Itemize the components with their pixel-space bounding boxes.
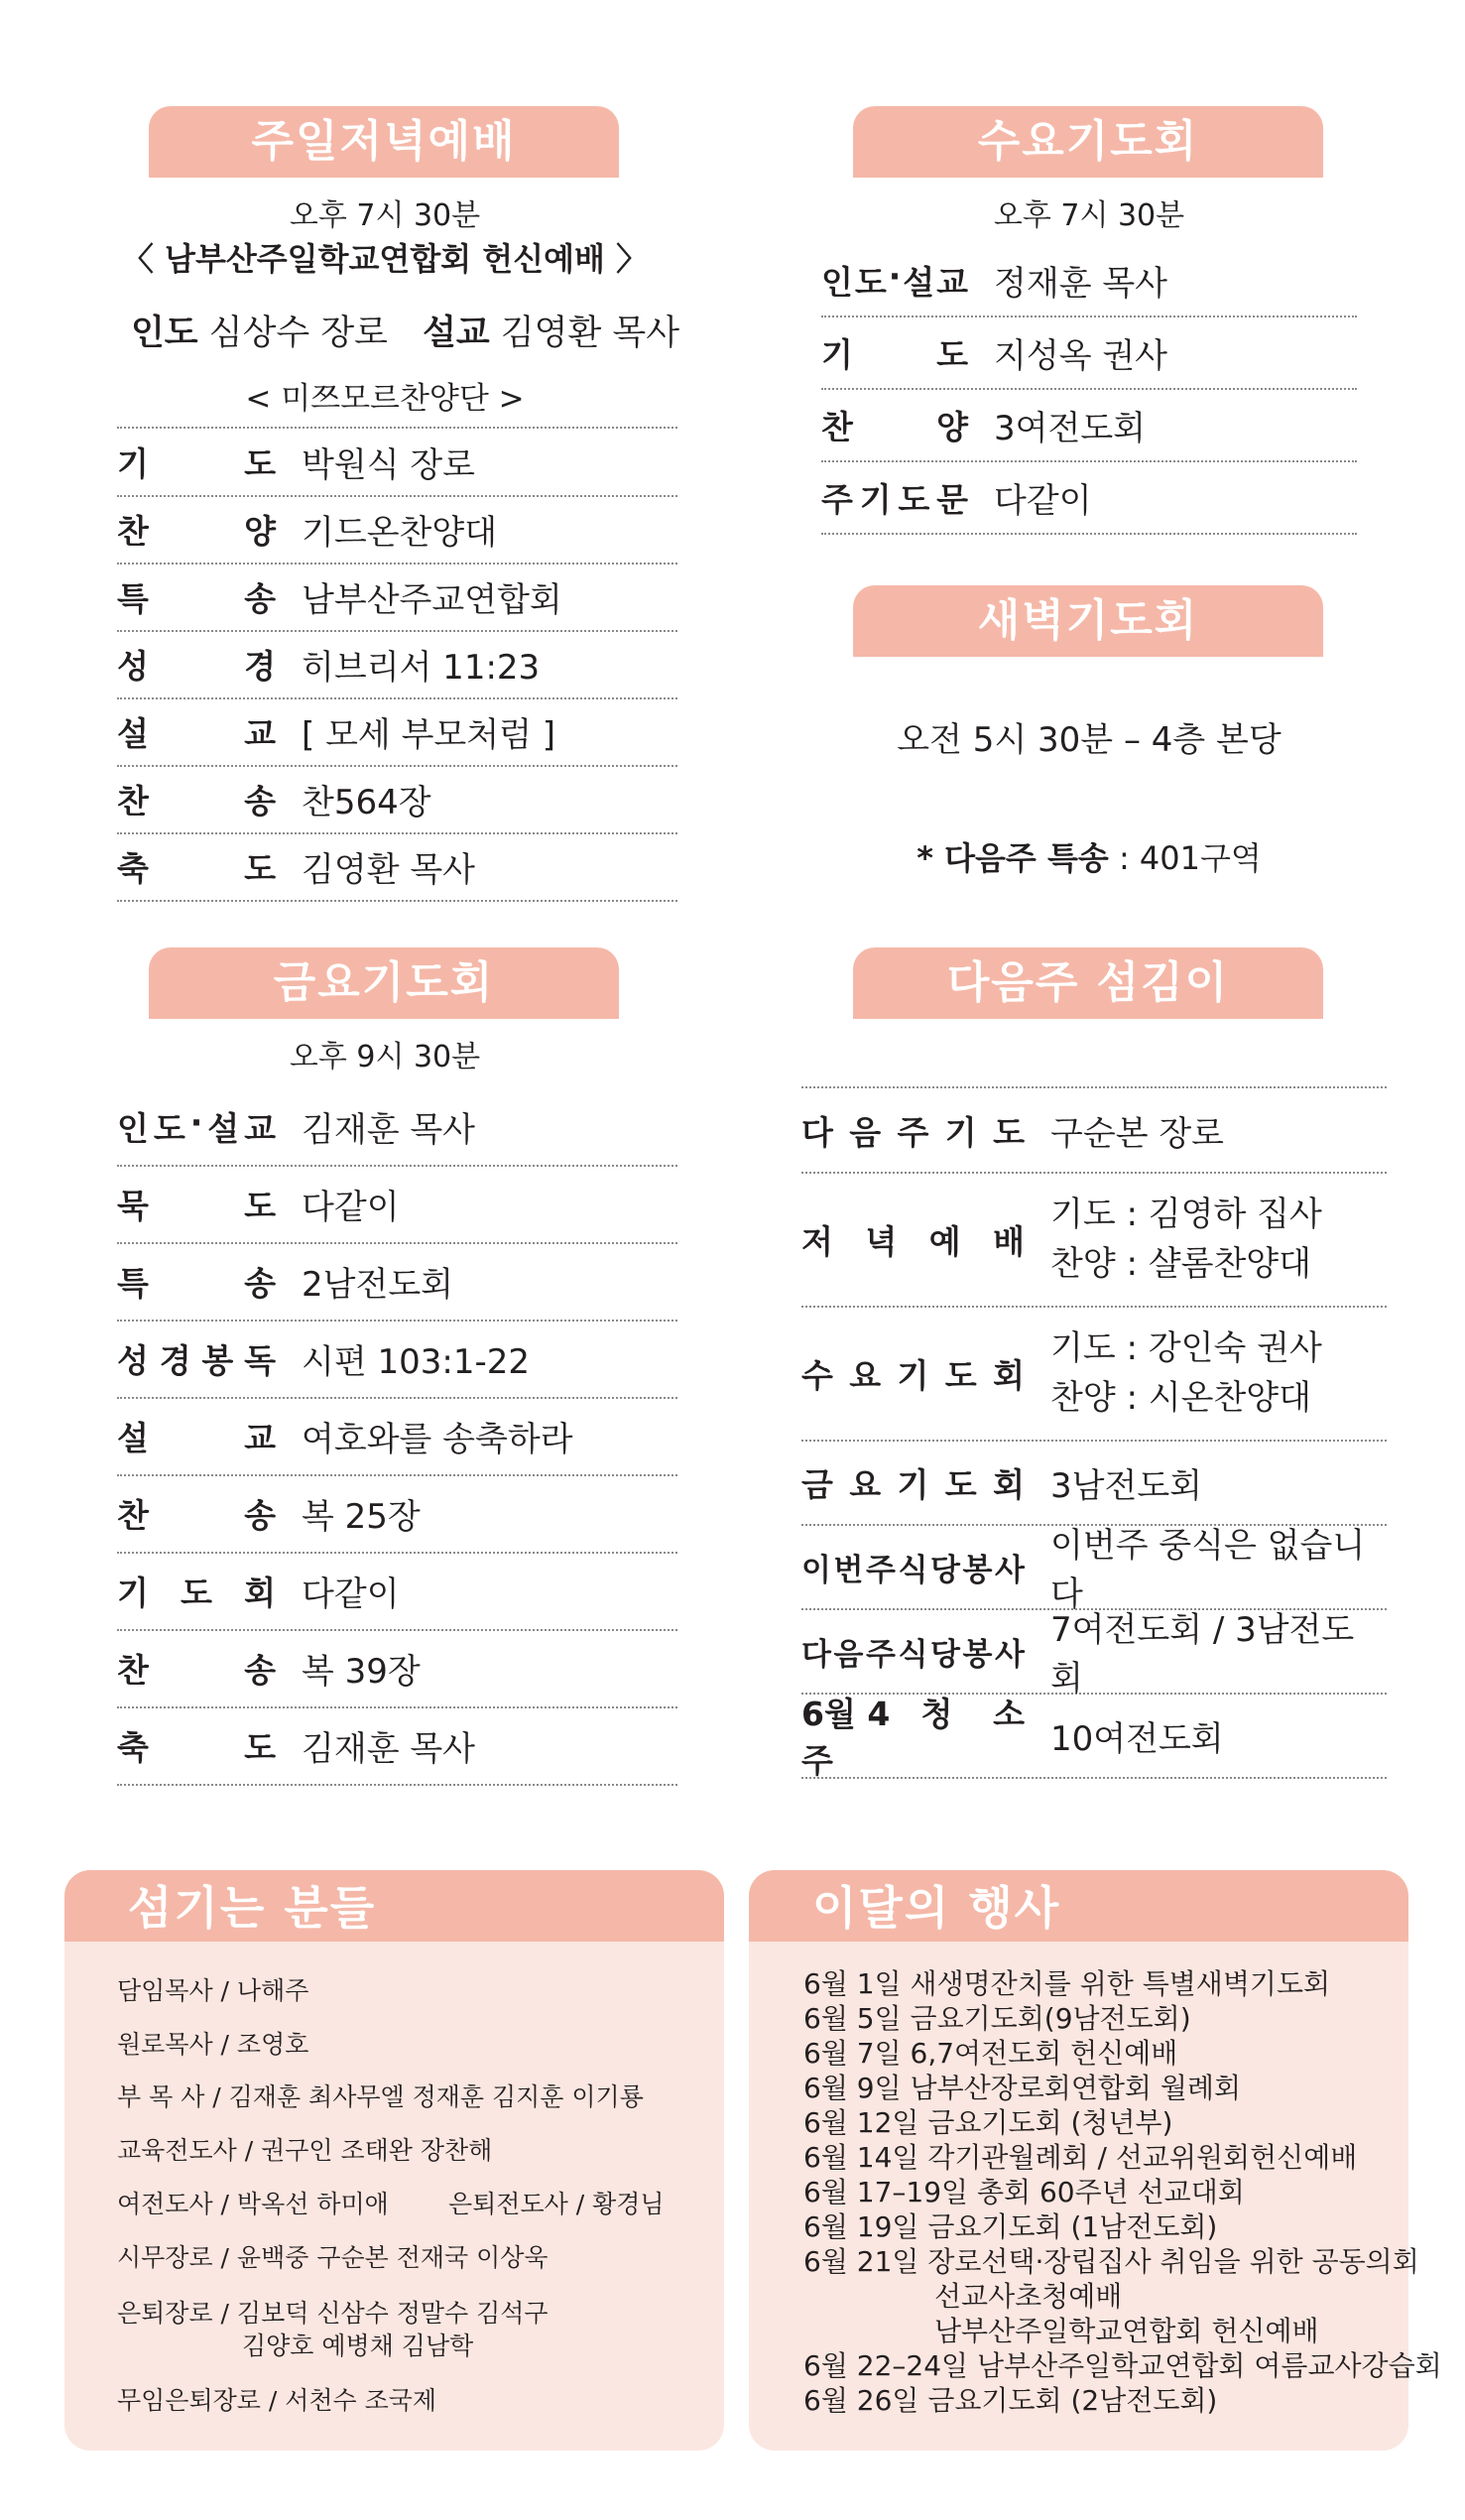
row-label: [801, 1216, 1025, 1263]
list-row: [117, 1088, 677, 1167]
list-row: [801, 1441, 1387, 1526]
row-label-char: 도: [944, 1464, 977, 1504]
row-label: [801, 1107, 1025, 1154]
row-label-char: 봉: [962, 1552, 993, 1588]
row-value-line: 복 39장: [302, 1652, 421, 1692]
row-value: [1025, 1106, 1224, 1155]
row-label-char: 사: [995, 1552, 1025, 1588]
row-value: [968, 256, 1167, 305]
list-row: [117, 1243, 677, 1322]
row-label-char: 찬: [117, 782, 149, 820]
dawn-next-label: * 다음주 특송: [916, 839, 1109, 877]
row-value-line: 다같이: [994, 480, 1092, 521]
row-label-char: 설: [207, 1109, 240, 1148]
row-label: [801, 1629, 1025, 1674]
event-item: 6월 1일 새생명잔치를 위한 특별새벽기도회: [803, 1967, 1331, 2000]
row-label-char: 송: [244, 1496, 276, 1535]
friday-header: 금요기도회: [149, 947, 619, 1019]
row-label-char: 송: [244, 579, 276, 618]
row-value: [276, 438, 475, 486]
staff-line: 무임은퇴장로 / 서천수 조국제: [117, 2386, 437, 2415]
row-label-char: 기: [821, 334, 853, 374]
row-label-char: 설: [117, 1419, 149, 1457]
row-label-char: 교: [244, 1109, 276, 1148]
row-label-char: 문: [936, 479, 968, 519]
row-value-line: 찬양 : 샬롬찬양대: [1050, 1244, 1311, 1284]
next-week-header: 다음주 섬김이: [853, 947, 1323, 1019]
row-label-char: 설: [903, 262, 935, 302]
staff-line: 교육전도사 / 권구인 조태완 장찬해: [117, 2136, 493, 2165]
row-label-char: 기: [897, 1464, 929, 1504]
row-label-char: 도: [898, 479, 930, 519]
row-label-char: 저: [801, 1221, 833, 1261]
row-label-char: ·: [189, 1103, 203, 1142]
row-label-char: 찬: [821, 407, 853, 446]
row-value: [1025, 1711, 1224, 1760]
row-label-char: 다: [801, 1112, 833, 1152]
row-label-char: 도: [854, 262, 887, 302]
row-label-char: 도: [153, 1109, 185, 1148]
sunday-evening-subtitle: 〈 남부산주일학교연합회 헌신예배 〉: [121, 240, 649, 278]
row-label-char: 특: [117, 1264, 149, 1303]
row-label: [117, 843, 276, 890]
list-row: [801, 1173, 1387, 1308]
row-value-line: 10여전도회: [1050, 1718, 1224, 1759]
staff-line: 담임목사 / 나해주: [117, 1976, 309, 2005]
list-row: [821, 244, 1357, 317]
row-value: [276, 572, 562, 621]
row-value: [968, 401, 1146, 449]
row-label-char: 주: [897, 1112, 929, 1152]
row-label-char: 당: [930, 1636, 960, 1673]
row-label: [117, 1413, 276, 1459]
row-label-char: 번: [833, 1552, 864, 1588]
staff-line: 은퇴장로 / 김보덕 신삼수 정말수 김석구: [117, 2299, 549, 2328]
event-item: 6월 5일 금요기도회(9남전도회): [803, 2002, 1191, 2035]
event-item: 남부산주일학교연합회 헌신예배: [934, 2315, 1319, 2347]
row-value: [968, 473, 1092, 522]
sunday-evening-leaders: [131, 306, 679, 355]
row-label: [117, 1103, 276, 1150]
row-value: [276, 1180, 400, 1228]
row-label-char: 봉: [201, 1341, 234, 1380]
row-label: [117, 1568, 276, 1614]
row-value-line: 다같이: [302, 1575, 400, 1614]
event-item: 6월 17–19일 총회 60주년 선교대회: [803, 2176, 1245, 2208]
row-label-char: 사: [995, 1636, 1025, 1673]
events-title: 이달의 행사: [749, 1870, 1408, 1942]
row-label: [117, 641, 276, 688]
row-value-line: 김재훈 목사: [302, 1729, 476, 1769]
row-label-char: 도: [244, 1728, 276, 1767]
row-label-char: 봉: [962, 1636, 993, 1673]
row-value-line: 김재훈 목사: [302, 1110, 476, 1150]
row-label-char: 송: [244, 782, 276, 820]
row-value: [276, 775, 431, 823]
row-label-char: 식: [898, 1552, 928, 1588]
row-value-line: 김영환 목사: [302, 850, 476, 890]
row-label-char: 소: [993, 1695, 1025, 1733]
row-label-char: 금: [801, 1464, 833, 1504]
row-label: [117, 506, 276, 553]
row-label: [117, 1490, 276, 1537]
list-row: [821, 461, 1357, 535]
row-label-char: 축: [117, 1728, 149, 1767]
row-label-char: 성: [117, 1341, 149, 1380]
row-label-char: 교: [244, 1419, 276, 1457]
list-row: [117, 564, 677, 632]
row-label-char: 배: [993, 1221, 1025, 1261]
row-label: [117, 573, 276, 620]
staff-line: 시무장로 / 윤백중 구순본 전재국 이상욱: [117, 2243, 549, 2272]
row-label-char: 도: [993, 1112, 1025, 1152]
row-label-char: 교: [244, 714, 276, 753]
row-label-char: 도: [936, 334, 968, 374]
row-label-date: 6월 4주: [801, 1695, 891, 1780]
row-label: [821, 329, 968, 376]
row-label-char: 찬: [117, 1651, 149, 1690]
row-value: [276, 1489, 421, 1538]
row-label-char: 회: [993, 1464, 1025, 1504]
row-value: [276, 1721, 475, 1770]
dawn-next-special: [821, 833, 1357, 879]
row-value-line: 기도 : 김영하 집사: [1050, 1195, 1322, 1234]
row-value: [276, 1567, 400, 1615]
row-label: [821, 257, 968, 304]
row-label-char: 경: [159, 1341, 191, 1380]
row-label-char: 청: [920, 1695, 953, 1733]
row-label-char: 회: [244, 1574, 276, 1612]
row-label-char: 기: [117, 444, 149, 483]
row-value-line: 3여전도회: [994, 408, 1147, 448]
list-row: [117, 1553, 677, 1631]
row-label-char: 당: [930, 1552, 960, 1588]
leader-label: 인도: [131, 314, 198, 353]
list-row: [117, 1166, 677, 1244]
preacher-value: 김영환 목사: [500, 314, 680, 353]
row-value-line: 찬564장: [302, 783, 431, 822]
row-label: [117, 1335, 276, 1382]
row-value-line: 박원식 장로: [302, 445, 476, 485]
list-row: [117, 698, 677, 767]
event-item: 선교사초청예배: [934, 2280, 1123, 2313]
row-label-char: 기: [897, 1355, 929, 1395]
row-value: [1025, 1602, 1387, 1700]
row-value-line: 히브리서 11:23: [302, 648, 541, 688]
row-label-char: 주: [866, 1636, 896, 1673]
event-item: 6월 7일 6,7여전도회 헌신예배: [803, 2037, 1178, 2070]
row-label-char: 인: [117, 1109, 149, 1148]
row-label: [117, 439, 276, 485]
row-value: [1025, 1518, 1387, 1615]
row-label: [821, 402, 968, 448]
dawn-header: 새벽기도회: [853, 585, 1323, 657]
list-row: [117, 429, 677, 497]
row-label: [117, 776, 276, 822]
row-value-line: 7여전도회 / 3남전도회: [1050, 1610, 1355, 1699]
row-label-char: 주: [821, 479, 853, 519]
row-value: [276, 707, 555, 756]
row-label-char: 수: [801, 1355, 833, 1395]
staff-title: 섬기는 분들: [64, 1870, 724, 1942]
row-value-line: 지성옥 권사: [994, 335, 1168, 376]
row-value-line: 기도 : 강인숙 권사: [1050, 1328, 1322, 1368]
row-value-line: 정재훈 목사: [994, 263, 1168, 304]
wednesday-time: 오후 7시 30분: [993, 198, 1185, 233]
list-row: [117, 496, 677, 565]
row-label-char: 녁: [865, 1221, 898, 1261]
row-value: [276, 1334, 530, 1383]
row-value-line: 다같이: [302, 1188, 400, 1227]
row-label-char: 양: [936, 407, 968, 446]
row-label-char: 경: [244, 647, 276, 686]
leader-value: 심상수 장로: [208, 314, 388, 353]
row-label-char: 찬: [117, 512, 149, 551]
row-value: [276, 842, 475, 891]
row-label-char: 요: [849, 1355, 882, 1395]
row-label-char: 기: [859, 479, 892, 519]
row-label-char: 인: [821, 262, 853, 302]
row-label: [821, 474, 968, 521]
event-item: 6월 14일 각기관월례회 / 선교위원회헌신예배: [803, 2141, 1358, 2174]
row-value-line: 복 25장: [302, 1497, 421, 1537]
event-item: 6월 12일 금요기도회 (청년부): [803, 2106, 1173, 2139]
row-value-line: 2남전도회: [302, 1265, 454, 1305]
row-label-char: 양: [244, 512, 276, 551]
row-label-char: 설: [117, 714, 149, 753]
row-value: [1025, 1190, 1322, 1289]
staff-line: 은퇴전도사 / 황경님: [448, 2190, 665, 2218]
row-label: [117, 1258, 276, 1305]
event-item: 6월 21일 장로선택·장립집사 취임을 위한 공동의회: [803, 2245, 1419, 2278]
row-value-line: 시편 103:1-22: [302, 1342, 531, 1382]
list-row: [117, 631, 677, 699]
sunday-evening-header: 주일저녁예배: [149, 106, 619, 178]
row-label: [117, 708, 276, 755]
row-label-char: 기: [117, 1574, 149, 1612]
dawn-next-value: : 401구역: [1108, 839, 1262, 877]
row-label-char: 특: [117, 579, 149, 618]
row-label-char: 도: [244, 849, 276, 888]
row-value: [276, 505, 497, 554]
row-label-char: 축: [117, 849, 149, 888]
row-label-char: 독: [244, 1341, 276, 1380]
dawn-time: 오전 5시 30분 – 4층 본당: [897, 720, 1282, 760]
staff-line: 여전도사 / 박옥선 하미애: [117, 2190, 389, 2218]
row-label-char: 기: [944, 1112, 977, 1152]
row-value-line: 기드온찬양대: [302, 513, 498, 553]
row-value-line: 찬양 : 시온찬양대: [1050, 1378, 1311, 1418]
sunday-evening-time: 오후 7시 30분: [289, 198, 481, 233]
list-row: [117, 1321, 677, 1399]
row-value: [1025, 1323, 1322, 1423]
row-value: [276, 1257, 453, 1306]
row-value-line: 남부산주교연합회: [302, 580, 562, 620]
row-label-char: 도: [244, 1187, 276, 1225]
row-label: [117, 1722, 276, 1769]
row-label-char: 묵: [117, 1187, 149, 1225]
event-item: 6월 9일 남부산장로회연합회 월례회: [803, 2072, 1242, 2104]
row-label-char: 식: [898, 1636, 928, 1673]
list-row: [801, 1694, 1387, 1779]
row-label-char: 송: [244, 1651, 276, 1690]
row-label: [801, 1545, 1025, 1589]
row-label-char: 요: [849, 1464, 882, 1504]
row-value-line: 구순본 장로: [1050, 1113, 1225, 1154]
list-row: [801, 1525, 1387, 1614]
preacher-label: 설교: [423, 314, 490, 353]
event-item: 6월 22–24일 남부산주일학교연합회 여름교사강습회: [803, 2349, 1442, 2382]
row-value-line: 3남전도회: [1050, 1465, 1203, 1506]
list-row: [801, 1609, 1387, 1699]
row-label-char: 주: [866, 1552, 896, 1588]
row-label-char: 찬: [117, 1496, 149, 1535]
row-label: [801, 1689, 1025, 1782]
staff-line: 김양호 예병채 김남학: [242, 2331, 474, 2360]
row-label-char: 교: [936, 262, 968, 302]
row-value-line: 여호와를 송축하라: [302, 1420, 573, 1459]
row-label-char: 회: [993, 1355, 1025, 1395]
row-label-char: 음: [833, 1636, 864, 1673]
row-value: [276, 1412, 573, 1460]
list-row: [821, 389, 1357, 462]
friday-time: 오후 9시 30분: [289, 1040, 481, 1074]
row-label: [801, 1459, 1025, 1506]
row-label-char: 도: [944, 1355, 977, 1395]
list-row: [801, 1307, 1387, 1442]
row-label-char: 성: [117, 647, 149, 686]
row-value: [276, 1102, 475, 1151]
row-label-char: 예: [928, 1221, 961, 1261]
event-item: 6월 26일 금요기도회 (2남전도회): [803, 2384, 1218, 2417]
row-label: [117, 1645, 276, 1692]
row-label-char: 도: [181, 1574, 212, 1612]
row-value: [968, 328, 1167, 377]
row-label: [117, 1181, 276, 1227]
row-label-char: 도: [244, 444, 276, 483]
row-label: [801, 1350, 1025, 1397]
row-label-name: [921, 1689, 1025, 1782]
row-value: [276, 640, 540, 689]
row-value-line: [ 모세 부모처럼 ]: [302, 715, 556, 755]
staff-line: 부 목 사 / 김재훈 최사무엘 정재훈 김지훈 이기룡: [117, 2082, 644, 2111]
list-row: [117, 1398, 677, 1476]
row-label-char: 이: [801, 1552, 831, 1588]
row-value: [276, 1644, 421, 1693]
row-label-char: 송: [244, 1264, 276, 1303]
row-label-char: 음: [849, 1112, 882, 1152]
list-row: [801, 1088, 1387, 1174]
list-row: [117, 1630, 677, 1708]
row-label-char: ·: [888, 256, 902, 296]
list-row: [117, 1707, 677, 1786]
sunday-evening-choir-note: < 미쯔모르찬양단 >: [245, 381, 525, 417]
list-row: [117, 833, 677, 902]
list-row: [117, 766, 677, 834]
staff-line: 원로목사 / 조영호: [117, 2030, 309, 2059]
wednesday-header: 수요기도회: [853, 106, 1323, 178]
row-label-char: 다: [801, 1636, 831, 1673]
row-value-line: 이번주 중식은 없습니다: [1050, 1526, 1366, 1614]
event-item: 6월 19일 금요기도회 (1남전도회): [803, 2210, 1218, 2243]
list-row: [117, 1475, 677, 1554]
row-value: [1025, 1458, 1202, 1507]
list-row: [821, 316, 1357, 390]
